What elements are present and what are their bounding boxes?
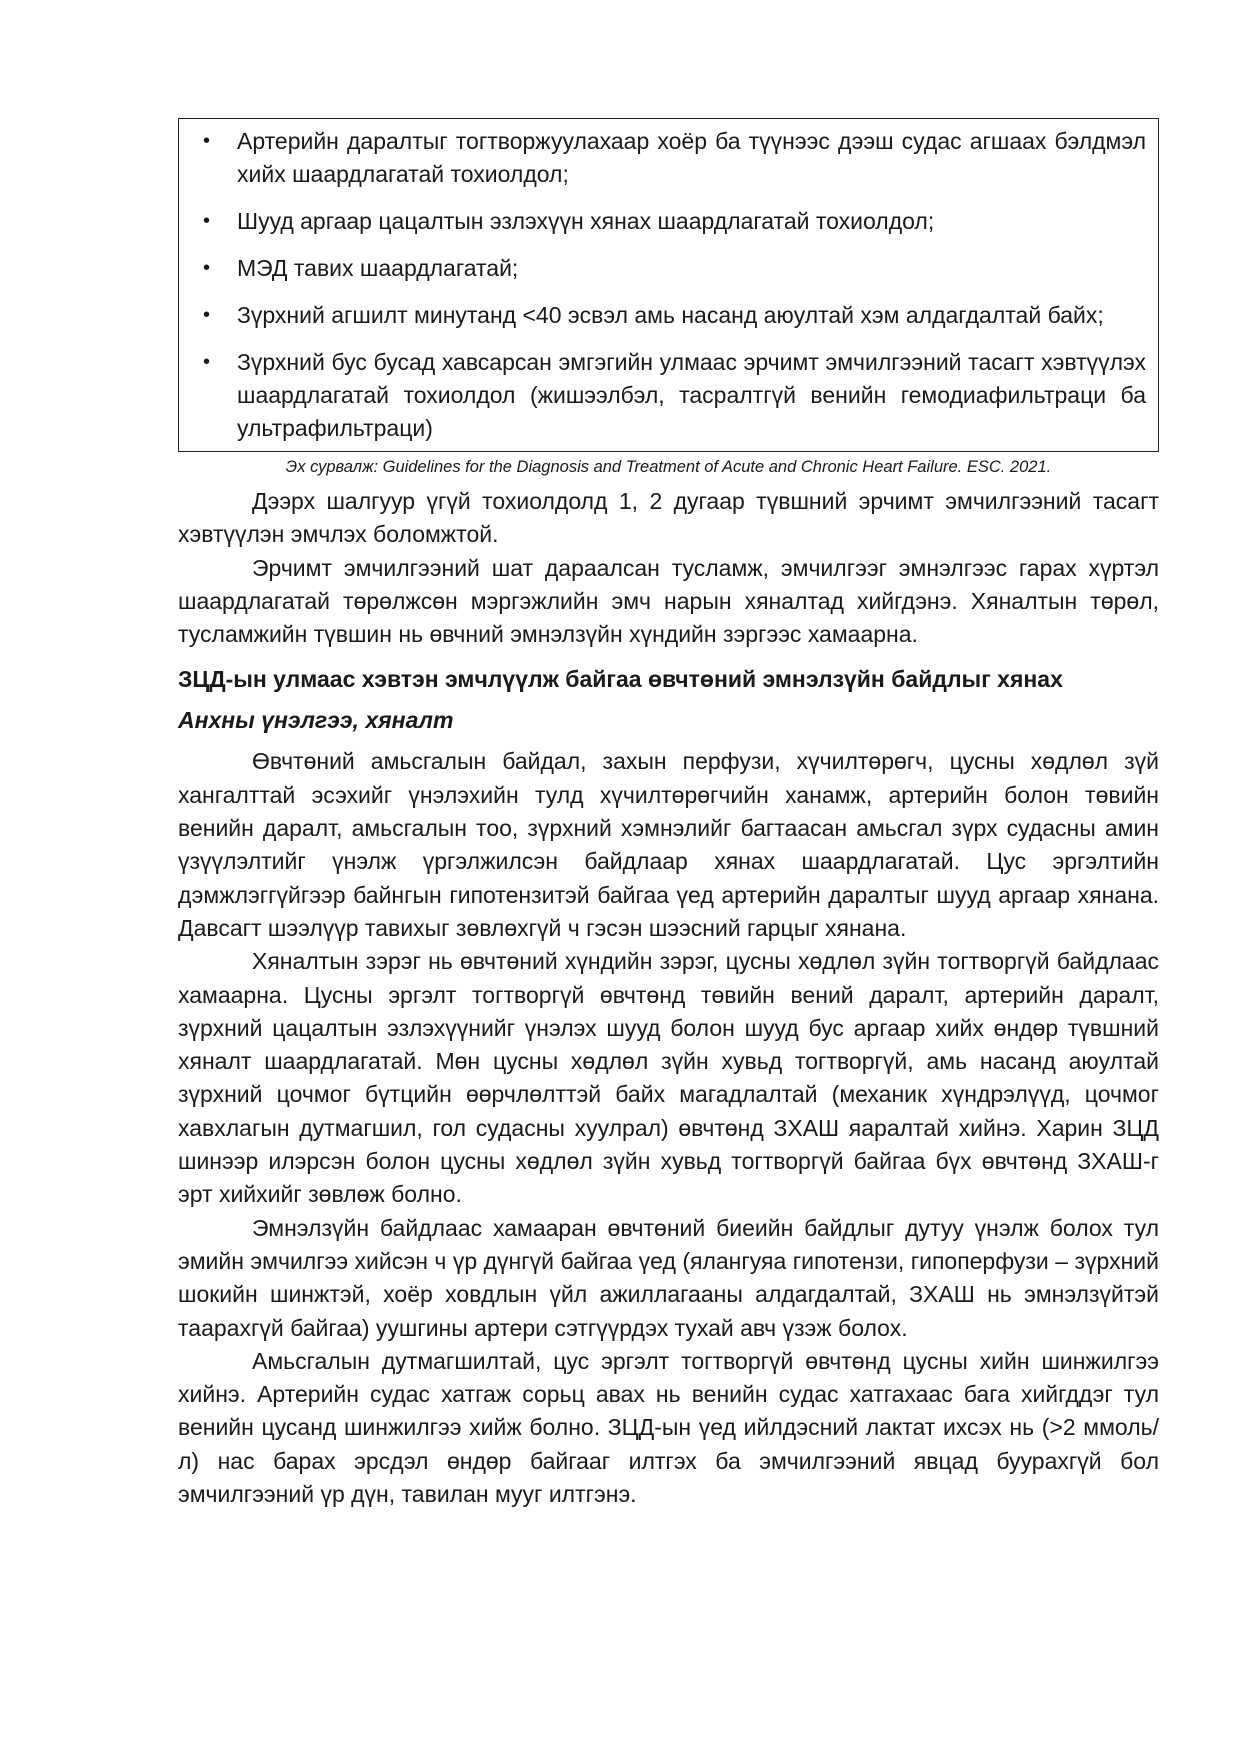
bullet-icon: • (203, 257, 211, 279)
body-paragraph: Эрчимт эмчилгээний шат дараалсан тусламж, эмчилгээг эмнэлгээс гарах хүртэл шаардлагатай төрөлжсөн мэргэжлийн эмч нарын хяналтад хийгдэнэ. Хяналтын төрөл, тусламжийн түвшин нь өвчний эмнэлзүйн хүндийн зэргээс хамаарна. (178, 554, 1159, 648)
criteria-item (199, 125, 1146, 191)
criteria-item-text: Артерийн даралтыг тогтворжуулахаар хоёр ба түүнээс дээш судас агшаах бэлдмэл хийх шаардлагатай тохиолдол; (237, 128, 1146, 187)
criteria-item (199, 346, 1146, 445)
bullet-icon: • (203, 130, 211, 152)
source-note: Эх сурвалж: Guidelines for the Diagnosis and Treatment of Acute and Chronic Heart Failure. ESC. 2021. (285, 458, 1052, 476)
body-paragraph: Эмнэлзүйн байдлаас хамааран өвчтөний биеийн байдлыг дутуу үнэлж болох тул эмийн эмчилгээ хийсэн ч үр дүнгүй байгаа үед (ялангуяа гипотензи, гипоперфузи – зүрхний шокийн шинжтэй, хоёр ховдлын үйл ажиллагааны алдагдалтай, ЗХАШ нь эмнэлзүйтэй таарахгүй байгаа) уушгины артери сэтгүүрдэх тухай авч үзэж болох. (178, 1214, 1159, 1341)
body-paragraph: Хяналтын зэрэг нь өвчтөний хүндийн зэрэг, цусны хөдлөл зүйн тогтворгүй байдлаас хамаарна. Цусны эргэлт тогтворгүй өвчтөнд төвийн вений даралт, артерийн даралт, зүрхний цацалтын эзлэхүүнийг үнэлэх шууд болон шууд бус аргаар хийх өндөр түвшний хяналт шаардлагатай. Мөн цусны хөдлөл зүйн хувьд тогтворгүй, амь насанд аюултай зүрхний цочмог бүтцийн өөрчлөлттэй байх магадлалтай (механик хүндрэлүүд, цочмог хавхлагын дутмагшил, гол судасны хуулрал) өвчтөнд ЗХАШ яаралтай хийнэ. Харин ЗЦД шинээр илэрсэн болон цусны хөдлөл зүйн хувьд тогтворгүй байгаа бүх өвчтөнд ЗХАШ-г эрт хийхийг зөвлөж болно. (178, 948, 1159, 1208)
criteria-item (199, 205, 1146, 238)
criteria-item-text: Шууд аргаар цацалтын эзлэхүүн хянах шаардлагатай тохиолдол; (237, 208, 935, 234)
bullet-icon: • (203, 304, 211, 326)
criteria-box (178, 118, 1159, 452)
criteria-item (199, 252, 1146, 285)
criteria-item-text: Зүрхний агшилт минутанд <40 эсвэл амь насанд аюултай хэм алдагдалтай байх; (237, 302, 1104, 328)
bullet-icon: • (203, 210, 211, 232)
criteria-list (199, 125, 1146, 445)
criteria-item-text: МЭД тавих шаардлагатай; (237, 255, 519, 281)
criteria-item (199, 299, 1146, 332)
body-paragraph: Дээрх шалгуур үгүй тохиолдолд 1, 2 дугаар түвшний эрчимт эмчилгээний тасагт хэвтүүлэн эмчлэх боломжтой. (178, 488, 1159, 548)
page-content (178, 118, 1159, 1511)
criteria-item-text: Зүрхний бус бусад хавсарсан эмгэгийн улмаас эрчимт эмчилгээний тасагт хэвтүүлэх шаардлагатай тохиолдол (жишээлбэл, тасралтгүй венийн гемодиафильтраци ба ультрафильтраци) (237, 349, 1146, 441)
body-paragraph: Амьсгалын дутмагшилтай, цус эргэлт тогтворгүй өвчтөнд цусны хийн шинжилгээ хийнэ. Артерийн судас хатгаж сорьц авах нь венийн судас хатгахаас бага хийгддэг тул венийн цусанд шинжилгээ хийж болно. ЗЦД-ын үед ийлдэсний лактат ихсэх нь (>2 ммоль/л) нас барах эрсдэл өндөр байгааг илтгэх ба эмчилгээний явцад буурахгүй бол эмчилгээний үр дүн, тавилан мууг илтгэнэ. (178, 1347, 1159, 1508)
section-heading: ЗЦД-ын улмаас хэвтэн эмчлүүлж байгаа өвчтөний эмнэлзүйн байдлыг хянах (178, 666, 1063, 693)
bullet-icon: • (203, 351, 211, 373)
body-paragraph: Өвчтөний амьсгалын байдал, захын перфузи, хүчилтөрөгч, цусны хөдлөл зүй хангалттай эсэхийг үнэлэхийн тулд хүчилтөрөгчийн ханамж, артерийн болон төвийн венийн даралт, амьсгалын тоо, зүрхний хэмнэлийг багтаасан амьсгал зүрх судасны амин үзүүлэлтийг үнэлж үргэлжилсэн байдлаар хянах шаардлагатай. Цус эргэлтийн дэмжлэггүйгээр байнгын гипотензитэй байгаа үед артерийн даралтыг шууд аргаар хянана. Давсагт шээлүүр тавихыг зөвлөхгүй ч гэсэн шээсний гарцыг хянана. (178, 748, 1159, 941)
subsection-heading: Анхны үнэлгээ, хяналт (178, 707, 454, 734)
